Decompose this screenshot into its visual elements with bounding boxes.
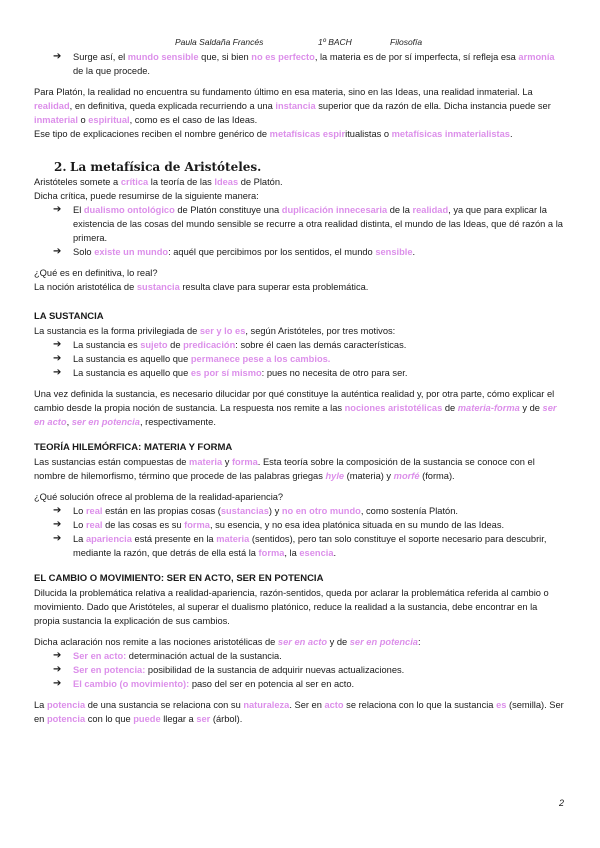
arrow-right-icon: ➔ — [53, 678, 62, 689]
arrow-right-icon: ➔ — [53, 533, 62, 544]
cambio-paragraph-2: Dicha aclaración nos remite a las nociones aristotélicas de ser en acto y de ser en potencia: — [34, 637, 421, 647]
intro-paragraph-1: Para Platón, la realidad no encuentra su fundamento último en esa materia, sino en las Ideas, una realidad inmaterial. La realidad, en definitiva, queda explicada recurriendo a una instancia superior que da razón de ella. Dicha instancia puede ser inmaterial o espiritual, como es el caso de las Ideas. — [34, 87, 551, 125]
hilemorfica-heading: TEORÍA HILEMÓRFICA: MATERIA Y FORMA — [34, 442, 233, 453]
sustancia-paragraph-2: Una vez definida la sustancia, es necesario dilucidar por qué constituye la auténtica realidad y, por otra parte, cómo explicar el cambio desde la propia noción de sustancia. La respuesta nos remite a las nociones aristotélicas de materia-forma y de ser en acto, ser en potencia, respectivamente. — [34, 389, 557, 427]
section2-paragraph-1: Aristóteles somete a crítica la teoría de las Ideas de Platón. — [34, 177, 283, 187]
sustancia-bullet-1: ➔ La sustancia es sujeto de predicación: sobre él caen las demás características. — [53, 339, 407, 350]
hilemorfica-bullet-2: ➔ Lo real de las cosas es su forma, su esencia, y no esa idea platónica situada en su mundo de las Ideas. — [53, 519, 505, 530]
arrow-right-icon: ➔ — [53, 339, 62, 350]
cambio-bullet-2: ➔ Ser en potencia: posibilidad de la sustancia de adquirir nuevas actualizaciones. — [53, 664, 405, 675]
arrow-right-icon: ➔ — [53, 204, 62, 215]
section2-question: ¿Qué es en definitiva, lo real? — [34, 268, 158, 278]
sustancia-paragraph-1: La sustancia es la forma privilegiada de ser y lo es, según Aristóteles, por tres motivos: — [34, 326, 396, 336]
section2-paragraph-3: La noción aristotélica de sustancia resulta clave para superar esta problemática. — [34, 282, 369, 292]
sustancia-heading: LA SUSTANCIA — [34, 311, 104, 322]
sustancia-bullet-3: ➔ La sustancia es aquello que es por sí mismo: pues no necesita de otro para ser. — [53, 367, 408, 378]
page-number: 2 — [558, 798, 564, 808]
intro-bullet: ➔ Surge así, el mundo sensible que, si bien no es perfecto, la materia es de por sí imperfecta, sí refleja esa armonía de la que procede. — [53, 51, 555, 76]
arrow-right-icon: ➔ — [53, 505, 62, 516]
cambio-bullet-3: ➔ El cambio (o movimiento): paso del ser en potencia al ser en acto. — [53, 678, 355, 689]
header-course: 1º BACH — [318, 37, 352, 47]
header-subject: Filosofía — [390, 37, 423, 47]
hilemorfica-bullet-3: ➔ La apariencia está presente en la materia (sentidos), pero tan solo constituye el soporte necesario para descubrir, mediante la razón, que detrás de ella está la forma, la esencia. — [53, 533, 547, 558]
hilemorfica-bullet-1: ➔ Lo real están en las propias cosas (sustancias) y no en otro mundo, como sostenía Platón. — [53, 505, 458, 516]
cambio-paragraph-3: La potencia de una sustancia se relaciona con su naturaleza. Ser en acto se relaciona con lo que la sustancia es (semilla). Ser en potencia con lo que puede llegar a ser (árbol). — [34, 700, 564, 724]
arrow-right-icon: ➔ — [53, 664, 62, 675]
arrow-right-icon: ➔ — [53, 246, 62, 257]
arrow-right-icon: ➔ — [53, 650, 62, 661]
cambio-heading: EL CAMBIO O MOVIMIENTO: SER EN ACTO, SER EN POTENCIA — [34, 573, 324, 584]
hilemorfica-question: ¿Qué solución ofrece al problema de la realidad-apariencia? — [34, 492, 284, 502]
section-title: 2. La metafísica de Aristóteles. — [54, 160, 262, 174]
hilemorfica-paragraph-1: Las sustancias están compuestas de materia y forma. Esta teoría sobre la composición de la sustancia se conoce con el nombre de hilemorfismo, término que procede de las palabras griegas hyle (materia) y morfé (forma). — [34, 457, 535, 481]
section2-bullet-1: ➔ El dualismo ontológico de Platón constituye una duplicación innecesaria de la realidad, ya que para explicar la existencia de las cosas del mundo sensible se recurre a otra realidad distinta, el mundo de las Ideas, que dé razón a la primera. — [53, 204, 563, 243]
cambio-paragraph-1: Dilucida la problemática relativa a realidad-apariencia, razón-sentidos, queda por aclarar la problemática referida al cambio o movimiento. Dado que Aristóteles, al superar el dualismo platónico, reduce la realidad a la sustancia, debe encontrar en la propia sustancia la explicación de sus cambios. — [34, 588, 549, 626]
arrow-right-icon: ➔ — [53, 519, 62, 530]
cambio-bullet-1: ➔ Ser en acto: determinación actual de la sustancia. — [53, 650, 282, 661]
section2-bullet-2: ➔ Solo existe un mundo: aquél que percibimos por los sentidos, el mundo sensible. — [53, 246, 416, 257]
arrow-right-icon: ➔ — [53, 353, 62, 364]
header-author: Paula Saldaña Francés — [175, 37, 264, 47]
arrow-right-icon: ➔ — [53, 51, 62, 62]
section2-paragraph-2: Dicha crítica, puede resumirse de la siguiente manera: — [34, 191, 259, 201]
arrow-right-icon: ➔ — [53, 367, 62, 378]
document-body — [34, 50, 564, 726]
sustancia-bullet-2: ➔ La sustancia es aquello que permanece pese a los cambios. — [53, 353, 331, 364]
intro-paragraph-2: Ese tipo de explicaciones reciben el nombre genérico de metafísicas espiritualistas o metafísicas inmaterialistas. — [34, 129, 513, 139]
